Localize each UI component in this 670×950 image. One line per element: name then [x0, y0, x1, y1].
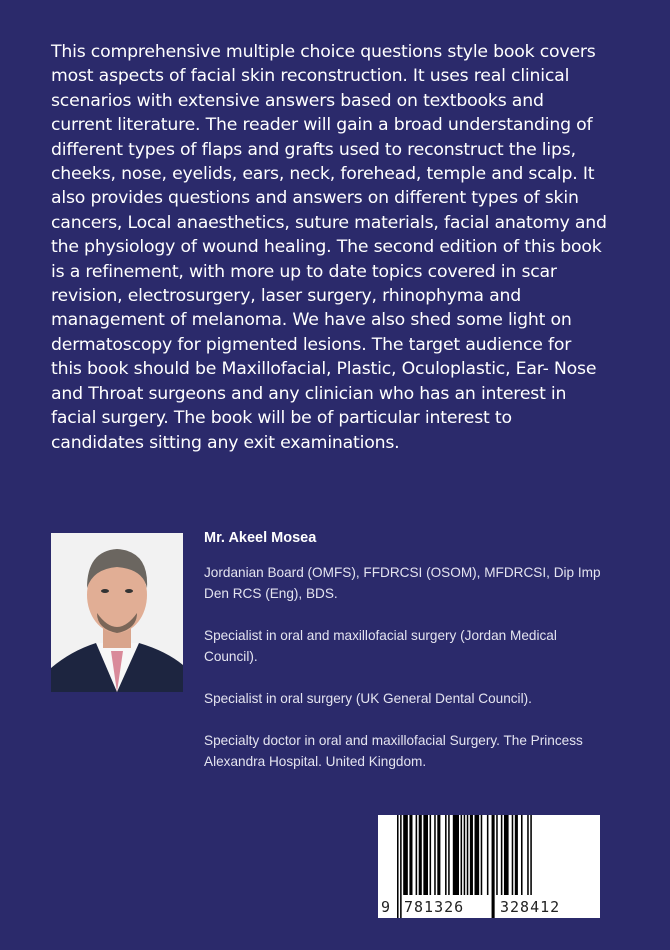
- barcode-bar: [481, 815, 483, 895]
- barcode-bar: [416, 815, 418, 895]
- barcode-bar: [501, 815, 503, 895]
- description-line: this book should be Maxillofacial, Plastic, Oculoplastic, Ear- Nose: [51, 359, 597, 380]
- barcode-bar: [461, 815, 463, 895]
- description-line: different types of flaps and grafts used to reconstruct the lips,: [51, 139, 576, 160]
- barcode-bar: [470, 815, 473, 895]
- description-line: current literature. The reader will gain a broad understanding of: [51, 115, 593, 136]
- barcode-left-digits: 781326: [404, 898, 490, 916]
- description-line: This comprehensive multiple choice questions style book covers: [51, 42, 596, 62]
- author-role: Specialty doctor in oral and maxillofacial Surgery. The Princess Alexandra Hospital. United Kingdom.: [204, 733, 583, 769]
- barcode-bar: [419, 815, 422, 895]
- barcode-bar: [496, 815, 498, 895]
- description-line: and Throat surgeons and any clinician who has an interest in: [51, 383, 567, 404]
- description-line: candidates sitting any exit examinations.: [51, 432, 400, 453]
- barcode-bar: [467, 815, 469, 895]
- barcode-bar: [453, 815, 459, 895]
- barcode-lead-digit: 9: [381, 898, 392, 916]
- book-description: [51, 40, 641, 455]
- description-line: cancers, Local anaesthetics, suture materials, facial anatomy and: [51, 212, 607, 233]
- barcode-bar: [527, 815, 529, 895]
- barcode-bar: [448, 815, 450, 895]
- description-line: management of melanoma. We have also shed some light on: [51, 310, 572, 331]
- barcode-bar: [530, 815, 532, 895]
- barcode-bar: [515, 815, 518, 895]
- author-bio: [204, 528, 604, 793]
- author-credentials: Jordanian Board (OMFS), FFDRCSI (OSOM), MFDRCSI, Dip Imp Den RCS (Eng), BDS.: [204, 565, 601, 601]
- author-role: Specialist in oral and maxillofacial surgery (Jordan Medical Council).: [204, 628, 557, 664]
- author-photo: [51, 533, 183, 692]
- description-line: dermatoscopy for pigmented lesions. The target audience for: [51, 334, 572, 355]
- barcode-bar: [400, 815, 402, 918]
- barcode-bar: [397, 815, 399, 918]
- barcode-bar: [437, 815, 440, 895]
- barcode-bar: [512, 815, 514, 895]
- barcode-bar: [445, 815, 447, 895]
- description-line: facial surgery. The book will be of particular interest to: [51, 408, 512, 429]
- isbn-barcode: [378, 815, 600, 918]
- description-line: is a refinement, with more up to date topics covered in scar: [51, 261, 557, 282]
- barcode-right-digits: 328412: [500, 898, 588, 916]
- author-role: Specialist in oral surgery (UK General Dental Council).: [204, 691, 532, 706]
- barcode-bar: [403, 815, 408, 895]
- barcode-bar: [464, 815, 466, 895]
- barcode-bar: [475, 815, 480, 895]
- description-line: the physiology of wound healing. The second edition of this book: [51, 237, 602, 258]
- description-line: also provides questions and answers on different types of skin: [51, 188, 579, 209]
- barcode-bar: [434, 815, 436, 895]
- barcode-bar: [492, 815, 495, 918]
- barcode-bar: [430, 815, 432, 895]
- barcode-bar: [423, 815, 428, 895]
- description-line: cheeks, nose, eyelids, ears, neck, forehead, temple and scalp. It: [51, 164, 595, 185]
- barcode-bar: [521, 815, 523, 895]
- description-line: scenarios with extensive answers based on textbooks and: [51, 90, 544, 111]
- barcode-bar: [487, 815, 489, 895]
- barcode-bar: [504, 815, 509, 895]
- barcode-bar: [409, 815, 412, 895]
- description-line: revision, electrosurgery, laser surgery, rhinophyma and: [51, 286, 521, 307]
- description-line: most aspects of facial skin reconstruction. It uses real clinical: [51, 66, 570, 87]
- author-name: Mr. Akeel Mosea: [204, 530, 317, 546]
